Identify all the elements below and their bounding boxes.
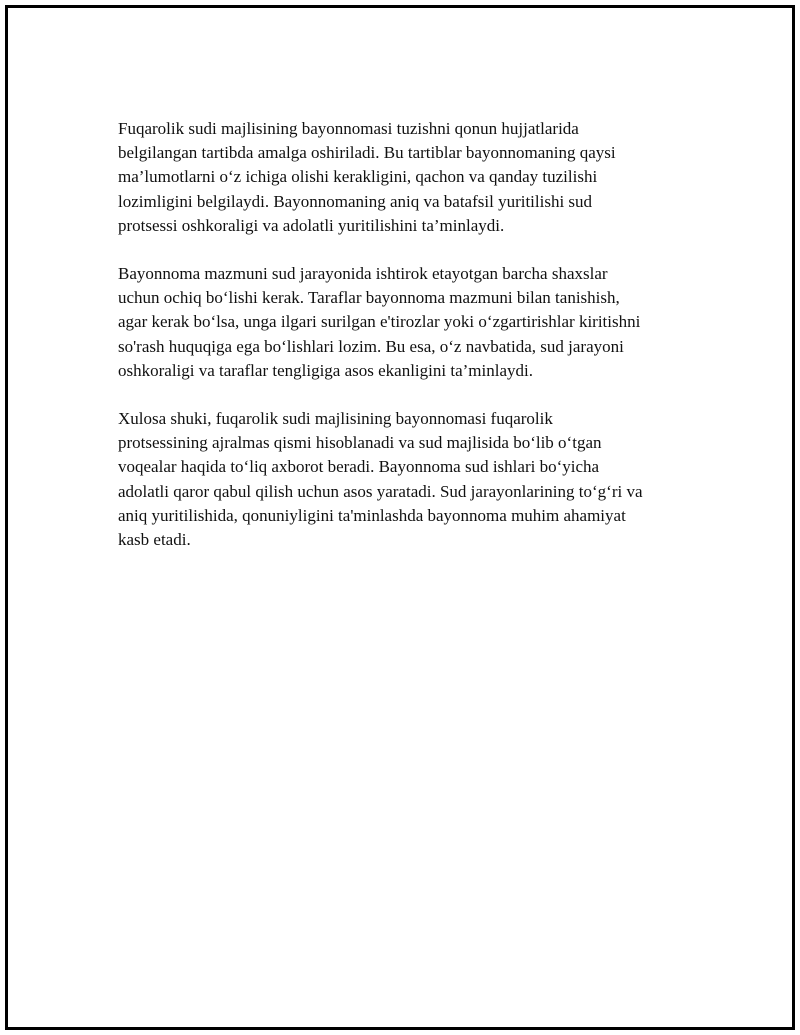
text-line: voqealar haqida to‘liq axborot beradi. Bayonnoma sud ishlari bo‘yicha: [118, 457, 600, 477]
text-line: uchun ochiq bo‘lishi kerak. Taraflar bayonnoma mazmuni bilan tanishish,: [118, 288, 620, 308]
paragraph-3: [118, 407, 698, 552]
text-line: oshkoraligi va taraflar tengligiga asos ekanligini ta’minlaydi.: [118, 360, 533, 380]
text-line: so'rash huquqiga ega bo‘lishlari lozim. Bu esa, o‘z navbatida, sud jarayoni: [118, 336, 624, 356]
text-line: belgilangan tartibda amalga oshiriladi. Bu tartiblar bayonnomaning qaysi: [118, 143, 616, 163]
text-line: protsessi oshkoraligi va adolatli yuritilishini ta’minlaydi.: [118, 215, 505, 235]
text-line: lozimligini belgilaydi. Bayonnomaning aniq va batafsil yuritilishi sud: [118, 191, 593, 211]
text-line: aniq yuritilishida, qonuniyligini ta'minlashda bayonnoma muhim ahamiyat: [118, 505, 626, 525]
paragraph-1: [118, 117, 698, 238]
text-line: Bayonnoma mazmuni sud jarayonida ishtirok etayotgan barcha shaxslar: [118, 264, 608, 284]
document-body: [118, 117, 698, 576]
text-line: protsessining ajralmas qismi hisoblanadi va sud majlisida bo‘lib o‘tgan: [118, 433, 602, 453]
text-line: Fuqarolik sudi majlisining bayonnomasi tuzishni qonun hujjatlarida: [118, 119, 579, 138]
paragraph-2: [118, 262, 698, 383]
text-line: ma’lumotlarni o‘z ichiga olishi kerakligini, qachon va qanday tuzilishi: [118, 167, 598, 187]
text-line: Xulosa shuki, fuqarolik sudi majlisining bayonnomasi fuqarolik: [118, 409, 553, 429]
text-line: adolatli qaror qabul qilish uchun asos yaratadi. Sud jarayonlarining to‘g‘ri va: [118, 481, 643, 501]
text-line: agar kerak bo‘lsa, unga ilgari surilgan e'tirozlar yoki o‘zgartirishlar kiritishni: [118, 312, 641, 332]
text-line: kasb etadi.: [118, 530, 191, 550]
